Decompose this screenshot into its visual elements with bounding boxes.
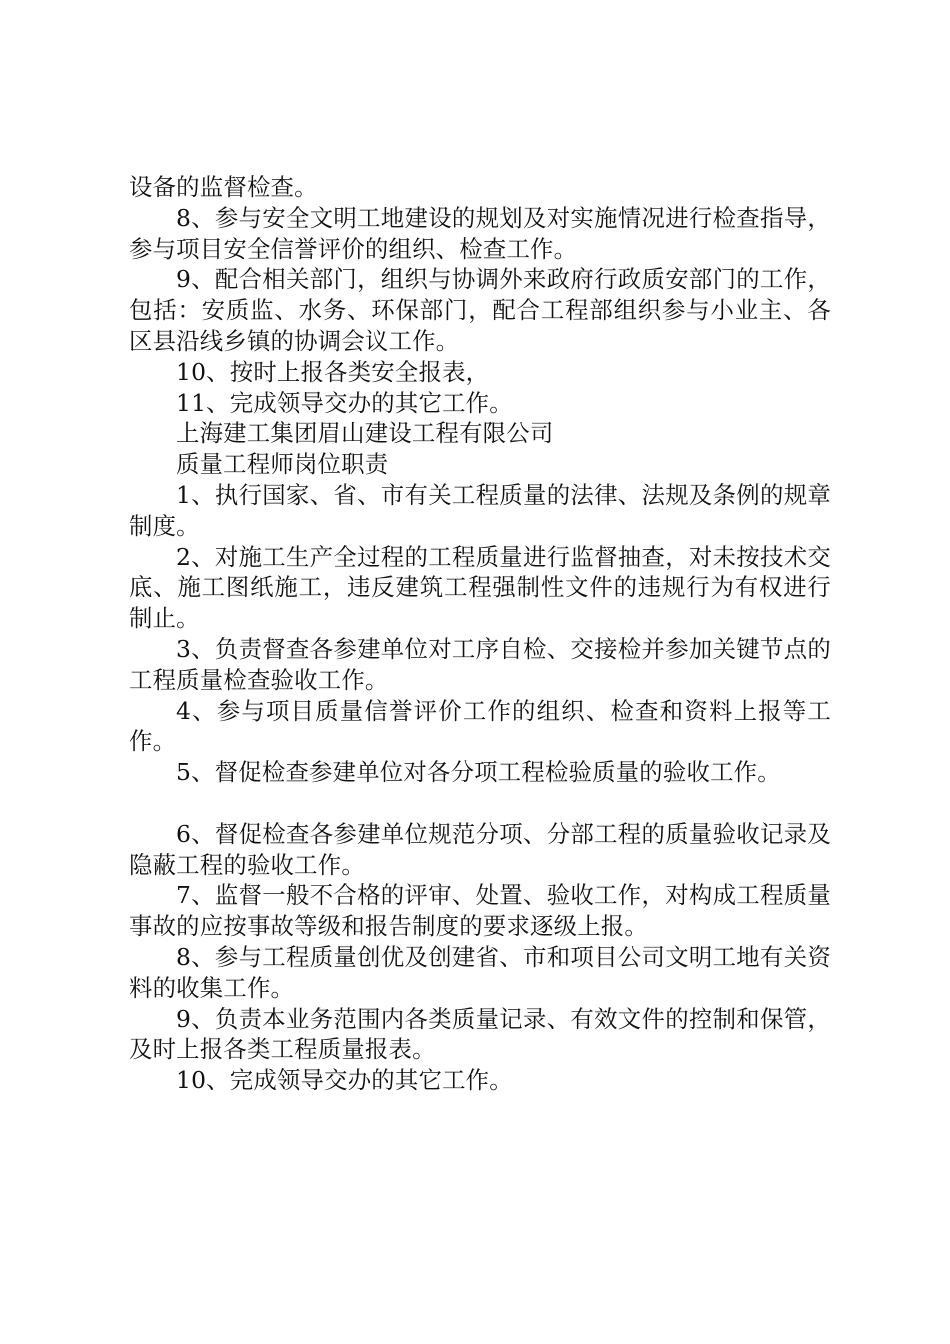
paragraph-2: 8、参与安全文明工地建设的规划及对实施情况进行检查指导，参与项目安全信誉评价的组织、检查工作。 (129, 203, 831, 263)
paragraph-1: 设备的监督检查。 (129, 173, 318, 201)
paragraph-4: 10、按时上报各类安全报表， (176, 357, 490, 386)
paragraph-17: 10、完成领导交办的其它工作。 (176, 1066, 513, 1095)
document-body (129, 172, 831, 1096)
paragraph-15: 8、参与工程质量创优及创建省、市和项目公司文明工地有关资料的收集工作。 (129, 942, 831, 1002)
paragraph-10: 3、负责督查各参建单位对工序自检、交接检并参加关键节点的工程质量检查验收工作。 (129, 634, 831, 694)
paragraph-12: 5、督促检查参建单位对各分项工程检验质量的验收工作。 (176, 758, 781, 787)
company-name: 上海建工集团眉山建设工程有限公司 (176, 419, 554, 448)
paragraph-3: 9、配合相关部门，组织与协调外来政府行政质安部门的工作，包括：安质监、水务、环保部门，配合工程部组织参与小业主、各区县沿线乡镇的协调会议工作。 (129, 265, 831, 355)
paragraph-9: 2、对施工生产全过程的工程质量进行监督抽查，对未按技术交底、施工图纸施工，违反建筑工程强制性文件的违规行为有权进行制止。 (129, 542, 831, 633)
paragraph-8: 1、执行国家、省、市有关工程质量的法律、法规及条例的规章制度。 (129, 480, 831, 540)
paragraph-13: 6、督促检查各参建单位规范分项、分部工程的质量验收记录及隐蔽工程的验收工作。 (129, 819, 831, 879)
paragraph-16: 9、负责本业务范围内各类质量记录、有效文件的控制和保管，及时上报各类工程质量报表。 (129, 1004, 831, 1064)
paragraph-5: 11、完成领导交办的其它工作。 (176, 388, 513, 417)
section-heading: 质量工程师岗位职责 (176, 450, 389, 479)
paragraph-11: 4、参与项目质量信誉评价工作的组织、检查和资料上报等工作。 (129, 696, 831, 756)
paragraph-14: 7、监督一般不合格的评审、处置、验收工作，对构成工程质量事故的应按事故等级和报告制度的要求逐级上报。 (129, 881, 831, 941)
